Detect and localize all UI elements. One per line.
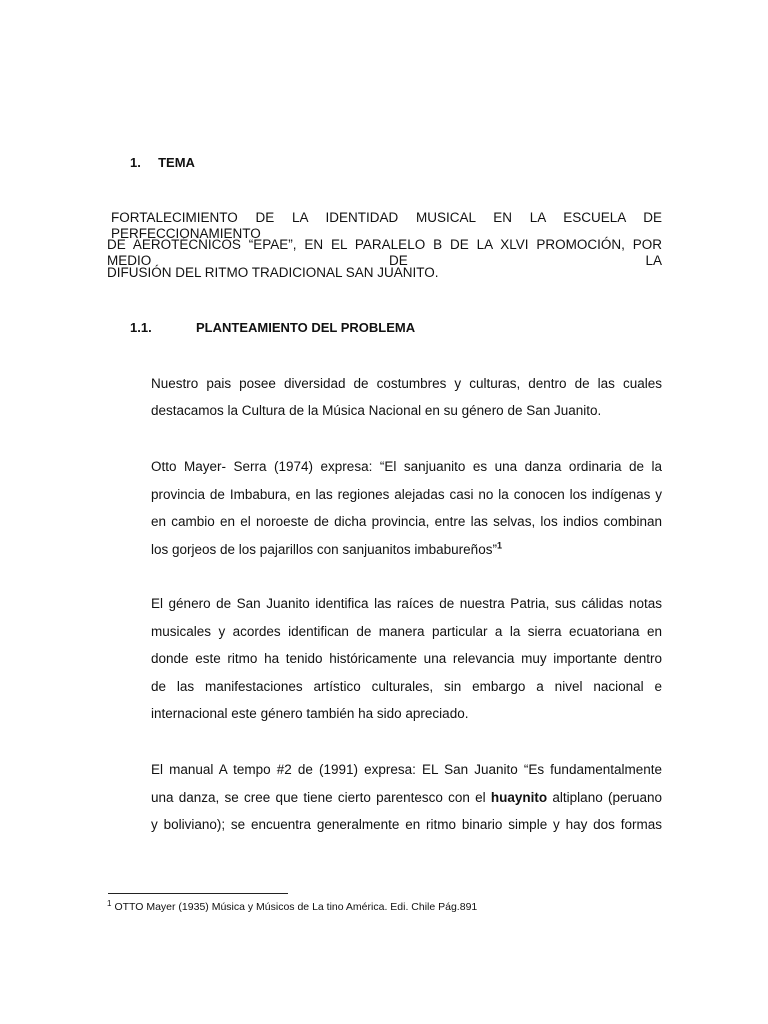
paragraph-text: los gorjeos de los pajarillos con sanjuanitos imbabureños” [151,542,497,557]
section-heading-planteamiento [130,320,152,336]
paragraph-line [151,542,502,558]
footnote [107,900,477,914]
section-title: PLANTEAMIENTO DEL PROBLEMA [196,320,416,335]
paragraph-line: destacamos la Cultura de la Música Nacional en su género de San Juanito. [151,403,602,418]
paragraph-line: musicales y acordes identifican de manera particular a la sierra ecuatoriana en [151,624,662,639]
paragraph-line [151,790,662,806]
section-number: 1. [130,155,141,170]
tema-line: DIFUSIÓN DEL RITMO TRADICIONAL SAN JUANITO. [107,265,439,280]
paragraph-text: altiplano (peruano [547,790,662,805]
tema-line: DE AEROTÉCNICOS “EPAE”, EN EL PARALELO B DE LA XLVI PROMOCIÓN, POR MEDIO DE LA [107,237,662,268]
section-title: TEMA [158,155,195,170]
paragraph-line: provincia de Imbabura, en las regiones alejadas casi no la conocen los indígenas y [151,487,662,502]
emphasized-term: huaynito [490,790,548,805]
paragraph-line: donde este ritmo ha tenido históricamente una relevancia muy importante dentro [151,651,662,666]
paragraph-line: El género de San Juanito identifica las raíces de nuestra Patria, sus cálidas notas [151,596,662,611]
paragraph-text: una danza, se cree que tiene cierto parentesco con el [151,790,491,805]
footnote-text: OTTO Mayer (1935) Música y Músicos de La tino América. Edi. Chile Pág.891 [114,901,478,913]
section-number: 1.1. [130,320,152,335]
paragraph-line: Nuestro pais posee diversidad de costumbres y culturas, dentro de las cuales [151,376,662,391]
section-heading-tema [130,155,195,171]
paragraph-line: El manual A tempo #2 de (1991) expresa: EL San Juanito “Es fundamentalmente [151,762,662,777]
paragraph-line: en cambio en el noroeste de dicha provincia, entre las selvas, los indios combinan [151,514,662,529]
paragraph-line: de las manifestaciones artístico culturales, sin embargo a nivel nacional e [151,679,662,694]
footnote-separator [108,893,288,894]
paragraph-line: Otto Mayer- Serra (1974) expresa: “El sanjuanito es una danza ordinaria de la [151,459,662,474]
paragraph-line: y boliviano); se encuentra generalmente en ritmo binario simple y hay dos formas [151,817,662,832]
paragraph-line: internacional este género también ha sido apreciado. [151,706,469,721]
footnote-mark: 1 [107,898,112,908]
footnote-reference: 1 [496,540,502,551]
tema-line: FORTALECIMIENTO DE LA IDENTIDAD MUSICAL EN LA ESCUELA DE PERFECCIONAMIENTO [111,210,662,241]
